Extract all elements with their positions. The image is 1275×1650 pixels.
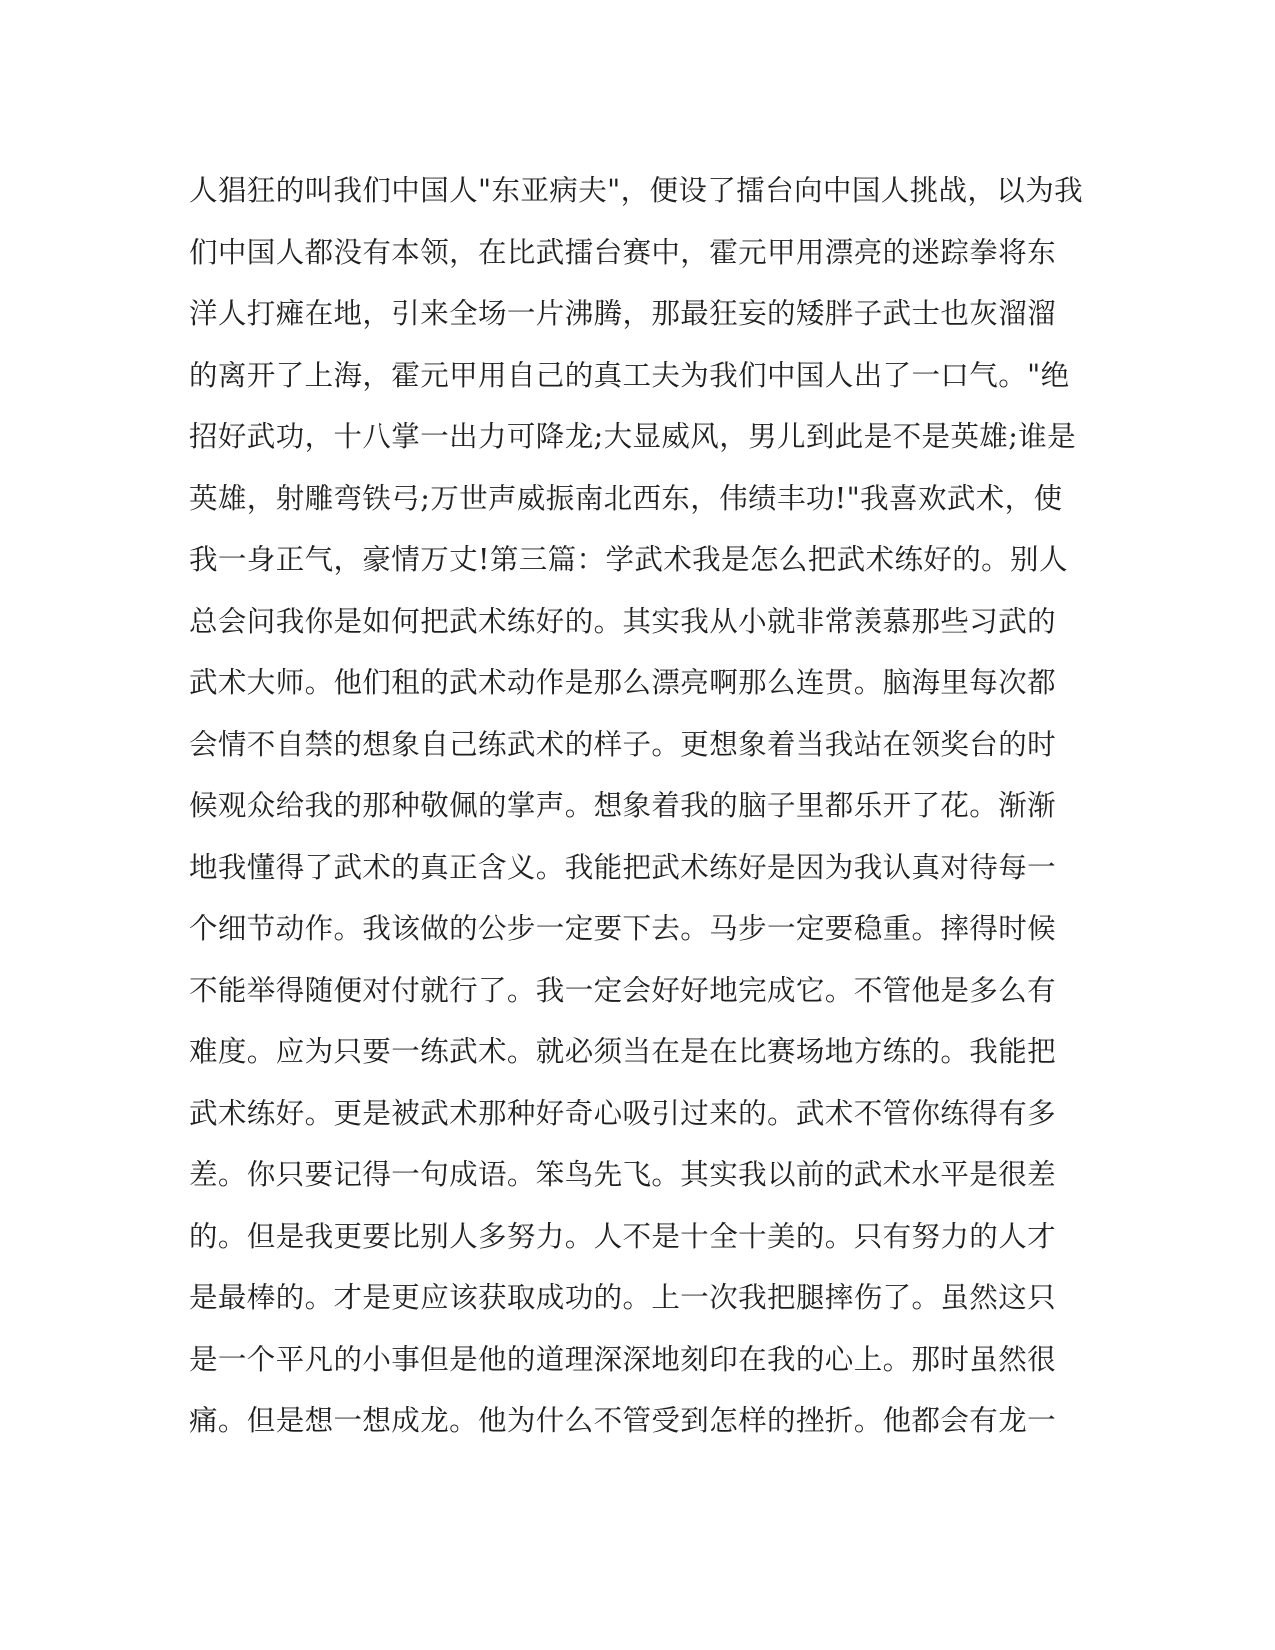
text-line: 候观众给我的那种敬佩的掌声。想象着我的脑子里都乐开了花。渐渐 <box>189 789 1057 822</box>
text-line: 难度。应为只要一练武术。就必须当在是在比赛场地方练的。我能把 <box>189 1035 1057 1068</box>
text-line: 的。但是我更要比别人多努力。人不是十全十美的。只有努力的人才 <box>189 1219 1057 1253</box>
text-line: 地我懂得了武术的真正含义。我能把武术练好是因为我认真对待每一 <box>189 850 1057 884</box>
text-line: 英雄，射雕弯铁弓;万世声威振南北西东，伟绩丰功!"我喜欢武术，使 <box>189 481 1063 515</box>
text-line: 差。你只要记得一句成语。笨鸟先飞。其实我以前的武术水平是很差 <box>189 1158 1057 1191</box>
text-line: 人猖狂的叫我们中国人"东亚病夫"，便设了擂台向中国人挑战，以为我 <box>189 174 1084 207</box>
text-line: 不能举得随便对付就行了。我一定会好好地完成它。不管他是多么有 <box>189 973 1057 1007</box>
text-line: 痛。但是想一想成龙。他为什么不管受到怎样的挫折。他都会有龙一 <box>189 1404 1057 1437</box>
text-line: 是最棒的。才是更应该获取成功的。上一次我把腿摔伤了。虽然这只 <box>189 1281 1057 1314</box>
text-line: 洋人打瘫在地，引来全场一片沸腾，那最狂妄的矮胖子武士也灰溜溜 <box>189 297 1057 330</box>
text-line: 招好武功，十八掌一出力可降龙;大显威风，男儿到此是不是英雄;谁是 <box>189 420 1077 453</box>
text-line: 们中国人都没有本领，在比武擂台赛中，霍元甲用漂亮的迷踪拳将东 <box>189 235 1057 269</box>
text-line: 武术练好。更是被武术那种好奇心吸引过来的。武术不管你练得有多 <box>189 1096 1057 1130</box>
text-line: 总会问我你是如何把武术练好的。其实我从小就非常羡慕那些习武的 <box>189 604 1057 638</box>
text-line: 会情不自禁的想象自己练武术的样子。更想象着当我站在领奖台的时 <box>189 727 1057 761</box>
text-line: 的离开了上海，霍元甲用自己的真工夫为我们中国人出了一口气。"绝 <box>189 358 1070 392</box>
body-text <box>189 160 1089 1452</box>
text-line: 个细节动作。我该做的公步一定要下去。马步一定要稳重。摔得时候 <box>189 912 1057 945</box>
text-line: 武术大师。他们租的武术动作是那么漂亮啊那么连贯。脑海里每次都 <box>189 666 1057 699</box>
text-line: 我一身正气，豪情万丈!第三篇：学武术我是怎么把武术练好的。别人 <box>189 543 1068 576</box>
text-line: 是一个平凡的小事但是他的道理深深地刻印在我的心上。那时虽然很 <box>189 1342 1057 1376</box>
